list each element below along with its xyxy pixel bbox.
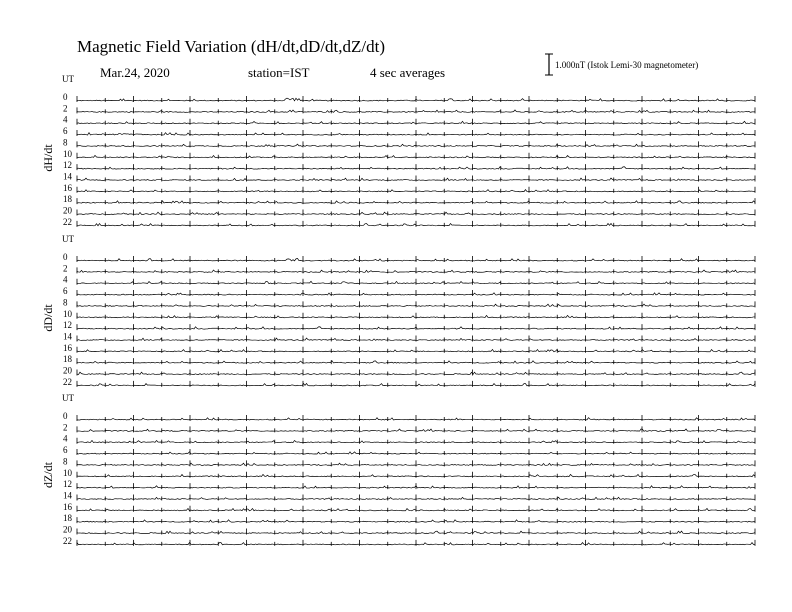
- date-label: Mar.24, 2020: [100, 65, 170, 80]
- row-label: 14: [63, 171, 72, 182]
- row-label: 14: [63, 490, 72, 501]
- row-label: 10: [63, 467, 72, 478]
- row-label: 6: [63, 286, 68, 297]
- panel-ylabel: dZ/dt: [41, 462, 55, 488]
- scale-bar-label: 1.000nT (Istok Lemi-30 magnetometer): [555, 60, 699, 70]
- row-label: 20: [63, 365, 72, 376]
- row-label: 4: [63, 114, 68, 125]
- row-label: 22: [63, 376, 72, 387]
- averaging-label: 4 sec averages: [370, 65, 446, 80]
- row-label: 22: [63, 216, 72, 227]
- row-label: 10: [63, 148, 72, 159]
- panel-axis-header: UT: [62, 234, 74, 244]
- row-label: 18: [63, 194, 72, 205]
- row-label: 16: [63, 342, 72, 353]
- row-label: 2: [63, 422, 68, 433]
- row-label: 8: [63, 297, 68, 308]
- row-label: 16: [63, 501, 72, 512]
- row-label: 8: [63, 137, 68, 148]
- row-label: 12: [63, 479, 72, 490]
- row-label: 4: [63, 433, 68, 444]
- row-label: 4: [63, 274, 68, 285]
- panel-axis-header: UT: [62, 74, 74, 84]
- row-label: 0: [63, 252, 68, 262]
- row-label: 20: [63, 524, 72, 535]
- row-label: 2: [63, 263, 68, 274]
- station-label: station=IST: [248, 65, 310, 80]
- row-label: 6: [63, 126, 68, 137]
- row-label: 20: [63, 205, 72, 216]
- row-label: 22: [63, 535, 72, 546]
- panel-ylabel: dD/dt: [41, 304, 55, 332]
- panel-axis-header: UT: [62, 393, 74, 403]
- row-label: 18: [63, 513, 72, 524]
- row-label: 0: [63, 411, 68, 421]
- row-label: 6: [63, 445, 68, 456]
- row-label: 12: [63, 320, 72, 331]
- row-label: 0: [63, 92, 68, 102]
- row-label: 16: [63, 182, 72, 193]
- row-label: 10: [63, 308, 72, 319]
- row-label: 8: [63, 456, 68, 467]
- row-label: 18: [63, 354, 72, 365]
- chart-title: Magnetic Field Variation (dH/dt,dD/dt,dZ/dt): [77, 37, 386, 56]
- row-label: 2: [63, 103, 68, 114]
- panel-ylabel: dH/dt: [41, 144, 55, 172]
- row-label: 12: [63, 160, 72, 171]
- row-label: 14: [63, 331, 72, 342]
